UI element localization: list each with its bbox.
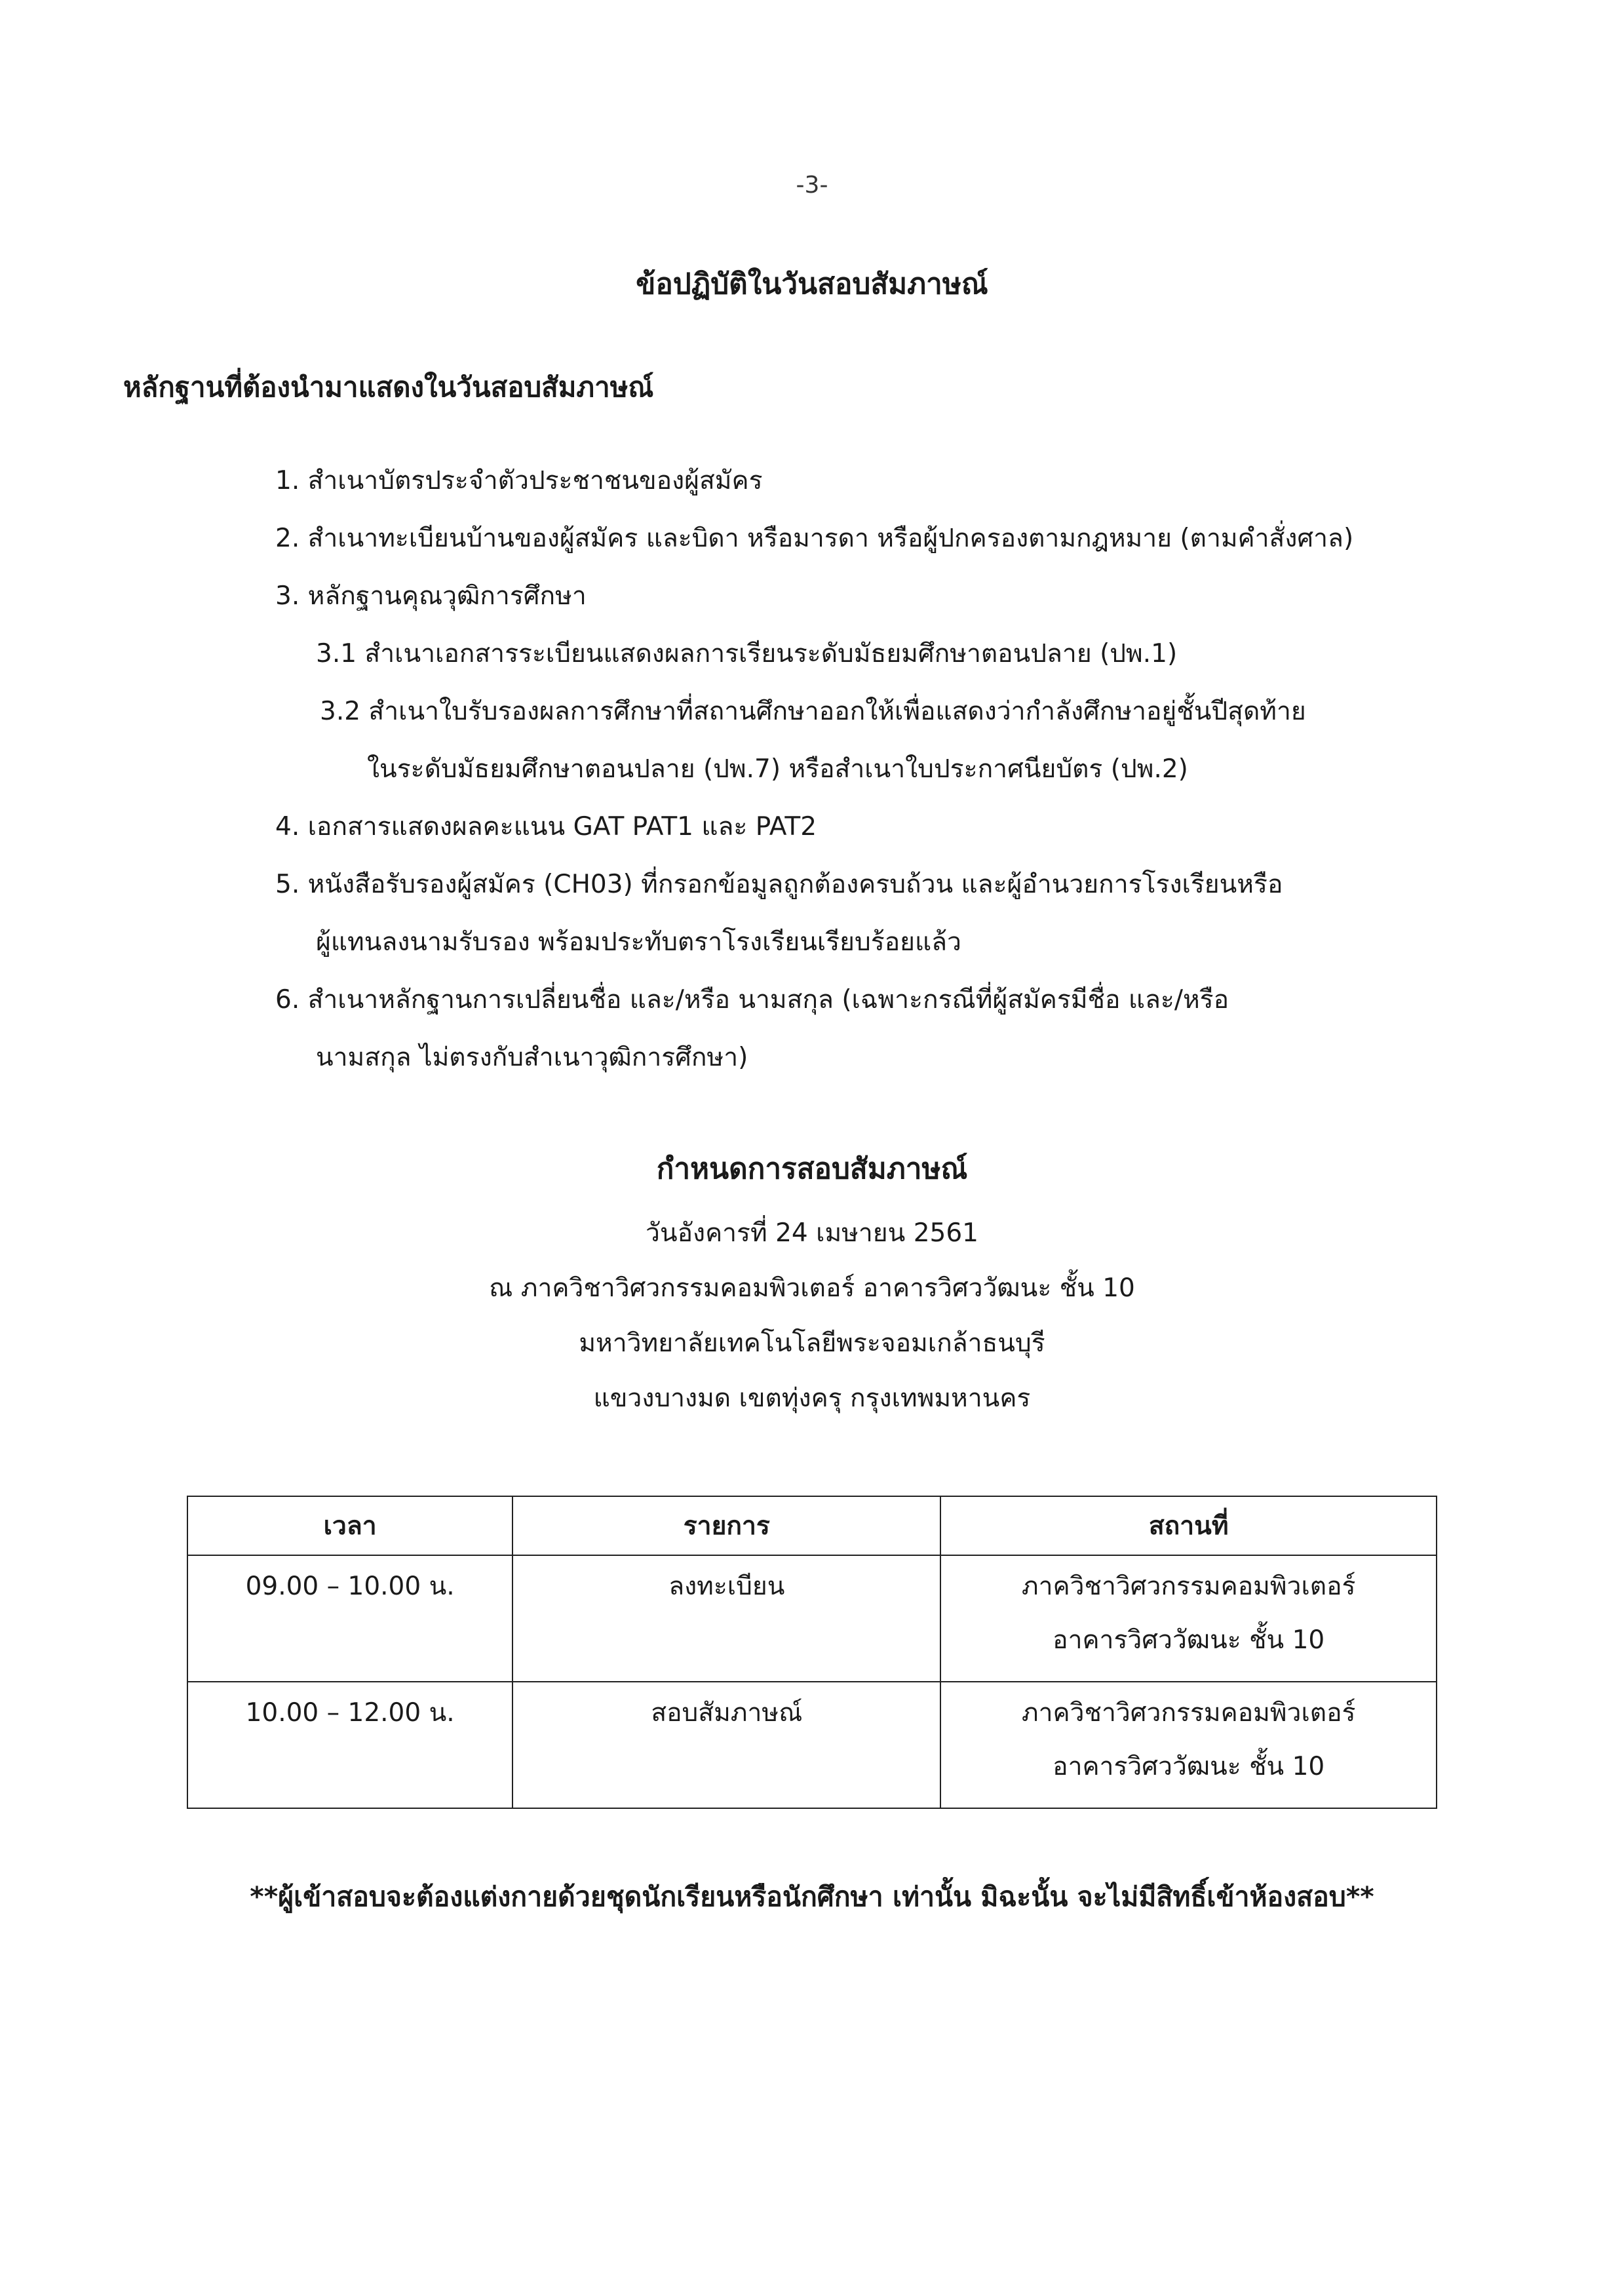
schedule-table bbox=[187, 1496, 1437, 1809]
list-subitem: 3.1 สำเนาเอกสารระเบียนแสดงผลการเรียนระดับมัธยมศึกษาตอนปลาย (ปพ.1) bbox=[316, 639, 1178, 668]
place-line: ภาควิชาวิศวกรรมคอมพิวเตอร์ bbox=[1021, 1698, 1356, 1728]
column-header-time: เวลา bbox=[187, 1496, 512, 1555]
cell-item: สอบสัมภาษณ์ bbox=[512, 1682, 940, 1808]
list-subitem-continuation: ในระดับมัธยมศึกษาตอนปลาย (ปพ.7) หรือสำเนาใบประกาศนียบัตร (ปพ.2) bbox=[367, 754, 1188, 784]
schedule-location-line: มหาวิทยาลัยเทคโนโลยีพระจอมเกล้าธนบุรี bbox=[579, 1328, 1045, 1358]
list-item-continuation: นามสกุล ไม่ตรงกับสำเนาวุฒิการศึกษา) bbox=[316, 1043, 748, 1072]
table-row bbox=[187, 1682, 1437, 1808]
table-header-row bbox=[187, 1496, 1437, 1555]
schedule-location-line: ณ ภาควิชาวิศวกรรมคอมพิวเตอร์ อาคารวิศววัฒนะ ชั้น 10 bbox=[489, 1273, 1135, 1303]
required-documents-list bbox=[275, 452, 1520, 1087]
evidence-heading: หลักฐานที่ต้องนำมาแสดงในวันสอบสัมภาษณ์ bbox=[123, 371, 654, 403]
schedule-date: วันอังคารที่ 24 เมษายน 2561 bbox=[646, 1218, 978, 1248]
column-header-place: สถานที่ bbox=[940, 1496, 1437, 1555]
list-item: 5. หนังสือรับรองผู้สมัคร (CH03) ที่กรอกข้อมูลถูกต้องครบถ้วน และผู้อำนวยการโรงเรียนหรือ bbox=[275, 870, 1283, 899]
list-item: 2. สำเนาทะเบียนบ้านของผู้สมัคร และบิดา หรือมารดา หรือผู้ปกครองตามกฎหมาย (ตามคำสั่งศาล) bbox=[275, 524, 1354, 553]
list-item: 4. เอกสารแสดงผลคะแนน GAT PAT1 และ PAT2 bbox=[275, 812, 817, 842]
cell-item: ลงทะเบียน bbox=[512, 1555, 940, 1682]
place-line: ภาควิชาวิศวกรรมคอมพิวเตอร์ bbox=[1021, 1572, 1356, 1601]
list-item: 3. หลักฐานคุณวุฒิการศึกษา bbox=[275, 581, 587, 611]
cell-time: 10.00 – 12.00 น. bbox=[187, 1682, 512, 1808]
list-subitem: 3.2 สำเนาใบรับรองผลการศึกษาที่สถานศึกษาออกให้เพื่อแสดงว่ากำลังศึกษาอยู่ชั้นปีสุดท้าย bbox=[320, 697, 1306, 726]
page-number: -3- bbox=[796, 172, 828, 199]
schedule-location-line: แขวงบางมด เขตทุ่งครุ กรุงเทพมหานคร bbox=[593, 1384, 1031, 1413]
list-item-continuation: ผู้แทนลงนามรับรอง พร้อมประทับตราโรงเรียนเรียบร้อยแล้ว bbox=[316, 927, 961, 957]
table-row bbox=[187, 1555, 1437, 1682]
page-title: ข้อปฏิบัติในวันสอบสัมภาษณ์ bbox=[636, 267, 988, 301]
cell-place bbox=[940, 1555, 1437, 1682]
schedule-title: กำหนดการสอบสัมภาษณ์ bbox=[656, 1152, 968, 1186]
dress-code-note: **ผู้เข้าสอบจะต้องแต่งกายด้วยชุดนักเรียนหรือนักศึกษา เท่านั้น มิฉะนั้น จะไม่มีสิทธิ์เข้าห้องสอบ** bbox=[250, 1881, 1374, 1912]
cell-place bbox=[940, 1682, 1437, 1808]
column-header-item: รายการ bbox=[512, 1496, 940, 1555]
list-item: 1. สำเนาบัตรประจำตัวประชาชนของผู้สมัคร bbox=[275, 466, 763, 495]
list-item: 6. สำเนาหลักฐานการเปลี่ยนชื่อ และ/หรือ นามสกุล (เฉพาะกรณีที่ผู้สมัครมีชื่อ และ/หรือ bbox=[275, 985, 1229, 1015]
place-line: อาคารวิศววัฒนะ ชั้น 10 bbox=[1053, 1752, 1325, 1781]
schedule-info bbox=[0, 1206, 1624, 1426]
place-line: อาคารวิศววัฒนะ ชั้น 10 bbox=[1053, 1625, 1325, 1655]
cell-time: 09.00 – 10.00 น. bbox=[187, 1555, 512, 1682]
